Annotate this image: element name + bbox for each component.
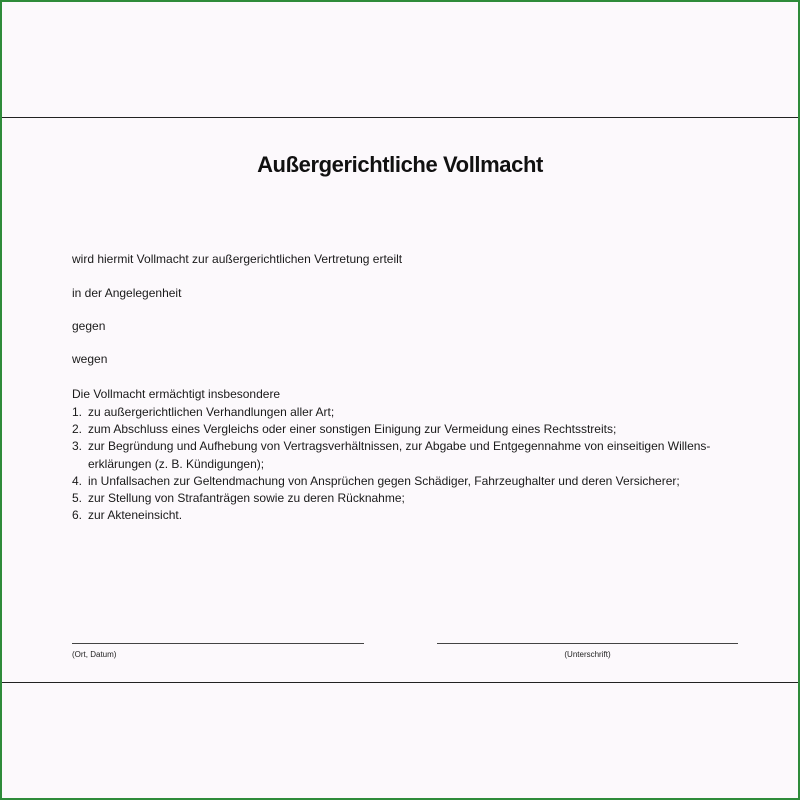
powers-intro: Die Vollmacht ermächtigt insbesondere — [72, 387, 281, 401]
place-date-line[interactable] — [72, 643, 364, 644]
list-item-text: zu außergerichtlichen Verhandlungen aller Art; — [88, 405, 335, 419]
list-item — [72, 490, 752, 507]
list-item-text: in Unfallsachen zur Geltendmachung von Ansprüchen gegen Schädiger, Fahrzeughalter und deren Versicherer; — [88, 473, 680, 488]
powers-list — [72, 404, 752, 524]
list-item-number: 1. — [72, 405, 83, 419]
matter-line: in der Angelegenheit — [72, 286, 182, 300]
list-item — [72, 473, 752, 490]
list-item — [72, 507, 752, 524]
list-item-number: 6. — [72, 508, 83, 523]
list-item-text: zur Stellung von Strafanträgen sowie zu deren Rücknahme; — [88, 491, 405, 506]
list-item-text: zur Begründung und Aufhebung von Vertragsverhältnissen, zur Abgabe und Entgegennahme von einseitigen Willens-erklärungen (z. B. Kündigungen); — [88, 439, 711, 471]
authorization-line: wird hiermit Vollmacht zur außergerichtlichen Vertretung erteilt — [72, 252, 403, 266]
list-item-number: 2. — [72, 422, 83, 437]
list-item — [72, 404, 752, 421]
regarding-line: wegen — [72, 352, 108, 366]
against-line: gegen — [72, 319, 106, 333]
document-title: Außergerichtliche Vollmacht — [257, 152, 543, 177]
list-item-number: 4. — [72, 473, 83, 488]
signature-label: (Unterschrift) — [564, 650, 611, 659]
list-item — [72, 438, 752, 472]
list-item-number: 3. — [72, 439, 83, 454]
signature-line[interactable] — [437, 643, 738, 644]
list-item — [72, 421, 752, 438]
list-item-number: 5. — [72, 491, 83, 506]
list-item-text: zum Abschluss eines Vergleichs oder einer sonstigen Einigung zur Vermeidung eines Rechtsstreits; — [88, 422, 617, 437]
bottom-divider — [2, 682, 798, 683]
top-divider — [2, 117, 798, 118]
list-item-text: zur Akteneinsicht. — [88, 508, 183, 523]
place-date-label: (Ort, Datum) — [72, 650, 117, 659]
